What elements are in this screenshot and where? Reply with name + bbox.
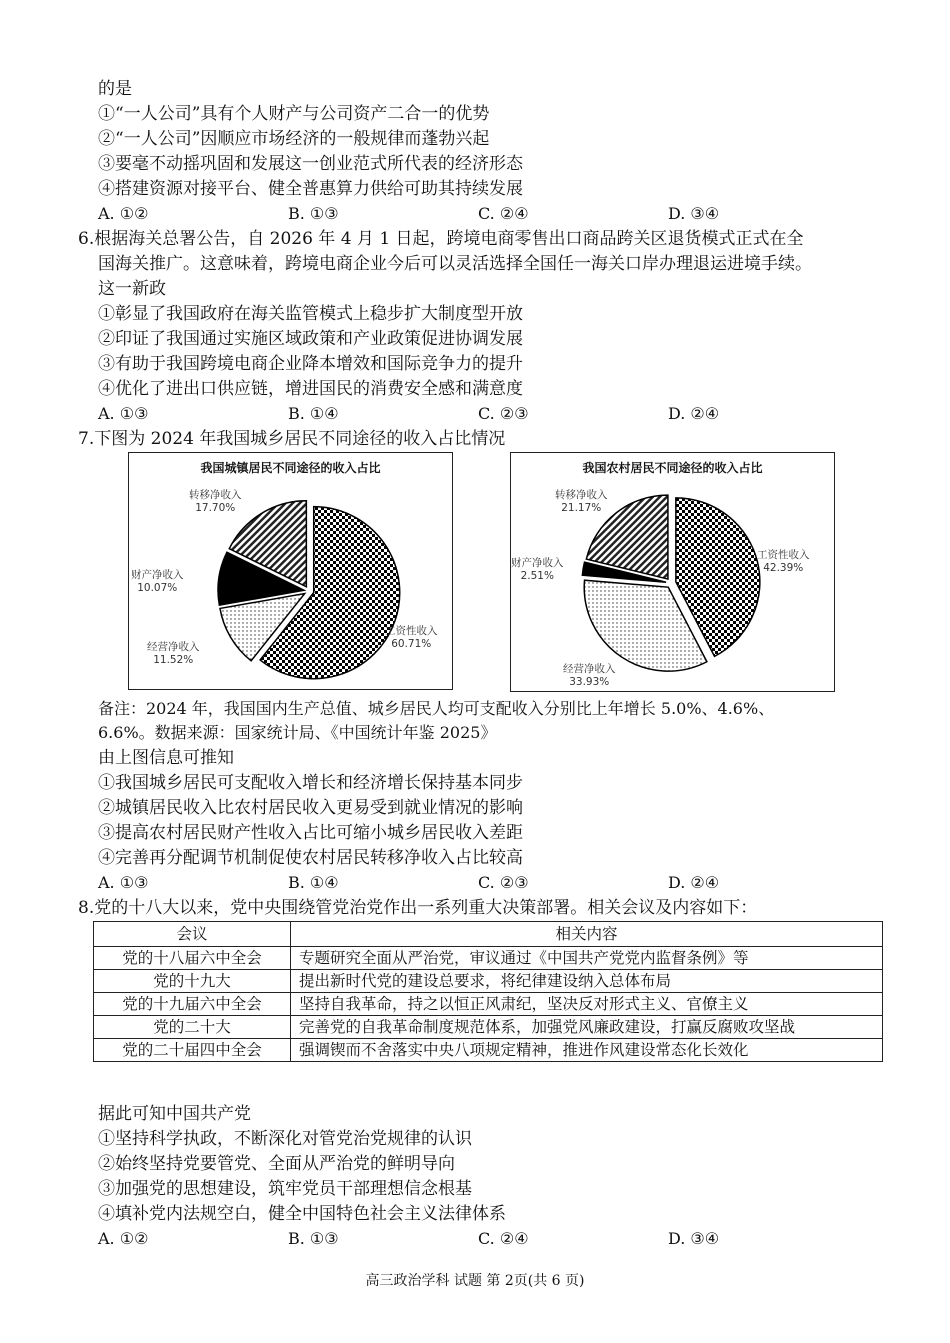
urban-label-property: 财产净收入 10.07% (131, 569, 184, 594)
page-footer: 高三政治学科 试题 第 2页(共 6 页) (365, 1273, 585, 1289)
q6-statement-2: ②印证了我国通过实施区域政策和产业政策促进协调发展 (98, 329, 523, 349)
q6-option-d: D. ②④ (668, 404, 720, 423)
q6-option-c: C. ②③ (478, 404, 529, 423)
q5-option-d: D. ③④ (668, 204, 720, 223)
urban-income-pie-chart (128, 452, 453, 690)
q7-stem: 7.下图为 2024 年我国城乡居民不同途径的收入占比情况 (78, 429, 506, 449)
q6-statement-4: ④优化了进出口供应链，增进国民的消费安全感和满意度 (98, 379, 523, 399)
urban-label-business: 经营净收入 11.52% (147, 641, 200, 666)
q6-stem-line-1: 6.根据海关总署公告，自 2026 年 4 月 1 日起，跨境电商零售出口商品跨关区退货模式正式在全 (78, 229, 804, 249)
table-header-row (94, 922, 883, 947)
rural-label-business: 经营净收入 33.93% (563, 663, 616, 688)
table-row: 党的十九大 提出新时代党的建设总要求，将纪律建设纳入总体布局 (94, 970, 883, 993)
q6-statement-1: ①彰显了我国政府在海关监管模式上稳步扩大制度型开放 (98, 304, 523, 324)
urban-label-wage: 工资性收入 60.71% (385, 625, 438, 650)
meetings-table (93, 921, 883, 1062)
urban-label-transfer: 转移净收入 17.70% (189, 489, 242, 514)
q6-stem-line-2: 国海关推广。这意味着，跨境电商企业今后可以灵活选择全国任一海关口岸办理退运进境手续。 (98, 254, 812, 274)
table-row: 党的二十届四中全会 强调锲而不舍落实中央八项规定精神，推进作风建设常态化长效化 (94, 1039, 883, 1062)
rural-label-transfer: 转移净收入 21.17% (555, 489, 608, 514)
q6-statement-3: ③有助于我国跨境电商企业降本增效和国际竞争力的提升 (98, 354, 523, 374)
q7-statement-2: ②城镇居民收入比农村居民收入更易受到就业情况的影响 (98, 798, 523, 818)
q7-option-c: C. ②③ (478, 873, 529, 892)
q8-option-b: B. ①③ (288, 1229, 339, 1248)
rural-label-property: 财产净收入 2.51% (511, 557, 564, 582)
q5-statement-2: ②“一人公司”因顺应市场经济的一般规律而蓬勃兴起 (98, 129, 490, 149)
q5-statement-4: ④搭建资源对接平台、健全普惠算力供给可助其持续发展 (98, 179, 523, 199)
q8-statement-2: ②始终坚持党要管党、全面从严治党的鲜明导向 (98, 1154, 455, 1174)
q8-statement-4: ④填补党内法规空白，健全中国特色社会主义法律体系 (98, 1204, 506, 1224)
table-row: 党的二十大 完善党的自我革命制度规范体系，加强党风廉政建设，打赢反腐败攻坚战 (94, 1016, 883, 1039)
q8-option-a: A. ①② (98, 1229, 149, 1248)
urban-pie-title: 我国城镇居民不同途径的收入占比 (200, 461, 381, 475)
q8-statement-1: ①坚持科学执政，不断深化对管党治党规律的认识 (98, 1129, 472, 1149)
q7-option-b: B. ①④ (288, 873, 339, 892)
q6-option-a: A. ①③ (98, 404, 149, 423)
table-row: 党的十八届六中全会 专题研究全面从严治党，审议通过《中国共产党党内监督条例》等 (94, 947, 883, 970)
q6-option-b: B. ①④ (288, 404, 339, 423)
q8-statement-3: ③加强党的思想建设，筑牢党员干部理想信念根基 (98, 1179, 472, 1199)
table-row: 党的十九届六中全会 坚持自我革命，持之以恒正风肃纪，坚决反对形式主义、官僚主义 (94, 993, 883, 1016)
rural-label-wage: 工资性收入 42.39% (757, 549, 810, 574)
q5-statement-3: ③要毫不动摇巩固和发展这一创业范式所代表的经济形态 (98, 154, 523, 174)
table-header-meeting: 会议 (94, 922, 291, 947)
q7-lead: 由上图信息可推知 (98, 748, 234, 768)
q5-option-a: A. ①② (98, 204, 149, 223)
q8-lead: 据此可知中国共产党 (98, 1104, 251, 1124)
q7-statement-1: ①我国城乡居民可支配收入增长和经济增长保持基本同步 (98, 773, 523, 793)
q7-option-d: D. ②④ (668, 873, 720, 892)
rural-pie-title: 我国农村居民不同途径的收入占比 (582, 461, 763, 475)
q8-stem: 8.党的十八大以来，党中央围绕管党治党作出一系列重大决策部署。相关会议及内容如下： (78, 898, 758, 918)
q5-statement-1: ①“一人公司”具有个人财产与公司资产二合一的优势 (98, 104, 490, 124)
q6-stem-line-3: 这一新政 (98, 279, 166, 299)
q8-option-d: D. ③④ (668, 1229, 720, 1248)
table-header-content: 相关内容 (291, 922, 883, 947)
q7-note-line-2: 6.6%。数据来源：国家统计局、《中国统计年鉴 2025》 (98, 723, 497, 742)
q7-option-a: A. ①③ (98, 873, 149, 892)
q5-option-c: C. ②④ (478, 204, 529, 223)
q5-stem-tail: 的是 (98, 79, 132, 99)
rural-income-pie-chart (510, 452, 835, 692)
q7-statement-4: ④完善再分配调节机制促使农村居民转移净收入占比较高 (98, 848, 523, 868)
q7-statement-3: ③提高农村居民财产性收入占比可缩小城乡居民收入差距 (98, 823, 523, 843)
q8-option-c: C. ②④ (478, 1229, 529, 1248)
q7-note-line-1: 备注：2024 年，我国国内生产总值、城乡居民人均可支配收入分别比上年增长 5.0%、4.6%、 (98, 699, 775, 718)
q5-option-b: B. ①③ (288, 204, 339, 223)
